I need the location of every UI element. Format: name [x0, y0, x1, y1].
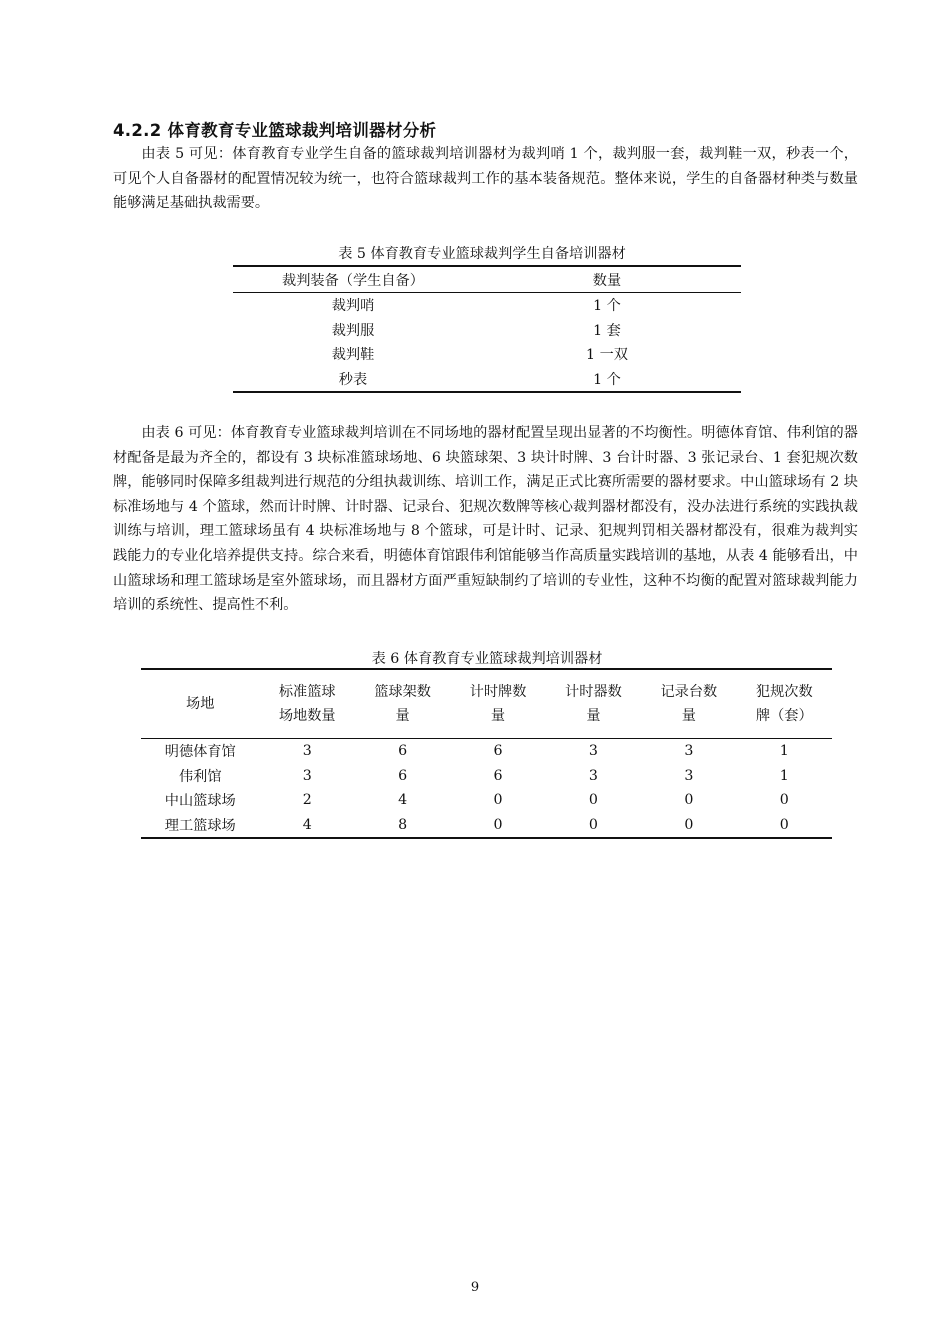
- table5-cell: 1 套: [593, 322, 621, 339]
- header-line: 记录台数: [660, 684, 718, 700]
- table5-cell: 1 个: [593, 372, 621, 389]
- table6-cell: 0: [493, 817, 503, 834]
- table5-header-cell: 数量: [473, 266, 741, 293]
- header-line: 犯规次数: [755, 684, 813, 700]
- table-row: [233, 367, 741, 393]
- table-row: [141, 739, 832, 764]
- table-row: [141, 764, 832, 789]
- table6-header-cell: [546, 669, 641, 739]
- table6-cell: 3: [588, 743, 598, 760]
- header-line: 篮球架数: [374, 684, 431, 700]
- table6-header-cell: [355, 669, 450, 739]
- table-row: [233, 342, 741, 367]
- table6-cell: 中山篮球场: [164, 793, 236, 810]
- table6-cell: 1: [779, 767, 789, 784]
- table-row: [141, 788, 832, 813]
- table6-venue-equipment: [141, 668, 832, 839]
- table6-cell: 理工篮球场: [164, 818, 236, 835]
- table5-cell: 秒表: [338, 372, 368, 389]
- table-row: [233, 318, 741, 343]
- table5-header-cell: 裁判装备（学生自备）: [233, 266, 473, 293]
- table6-caption: 表 6 体育教育专业篮球裁判培训器材: [371, 651, 603, 667]
- header-line: 场地数量: [278, 708, 336, 724]
- paragraph-table6-analysis: 由表 6 可见：体育教育专业篮球裁判培训在不同场地的器材配置呈现出显著的不均衡性。明德体育馆、伟利馆的器材配备是最为齐全的，都设有 3 块标准篮球场地、6 块篮球架、3 块计时牌、3 台计时器、3 张记录台、1 套犯规次数牌，能够同时保障多组裁判进行规范的分组执裁训练、培训工作，满足正式比赛所需要的器材要求。中山篮球场有 2 块标准场地与 4 个篮球，然而计时牌、计时器、记录台、犯规次数牌等核心裁判器材都没有，没办法进行系统的实践执裁训练与培训，理工篮球场虽有 4 块标准场地与 8 个篮球，可是计时、记录、犯规判罚相关器材都没有，很难为裁判实践能力的专业化培养提供支持。综合来看，明德体育馆跟伟利馆能够当作高质量实践培训的基地，从表 4 能够看出，中山篮球场和理工篮球场是室外篮球场，而且器材方面严重短缺制约了培训的专业性，这种不均衡的配置对篮球裁判能力培训的系统性、提高性不利。: [113, 425, 858, 614]
- header-line: 量: [490, 708, 506, 724]
- table6-header-cell: [450, 669, 545, 739]
- table5-cell: 裁判鞋: [331, 347, 375, 364]
- table6-cell: 6: [398, 743, 408, 760]
- table6-cell: 0: [493, 792, 503, 809]
- table6-cell: 4: [302, 817, 312, 834]
- table6-cell: 6: [493, 767, 503, 784]
- header-line: 计时牌数: [469, 684, 527, 700]
- table6-cell: 3: [588, 767, 598, 784]
- table6-header-cell: [141, 669, 260, 739]
- paragraph-table5-analysis: 由表 5 可见：体育教育专业学生自备的篮球裁判培训器材为裁判哨 1 个，裁判服一套，裁判鞋一双，秒表一个，可见个人自备器材的配置情况较为统一，也符合篮球裁判工作的基本装备规范。整体来说，学生的自备器材种类与数量能够满足基础执裁需要。: [113, 146, 858, 212]
- table-row: [141, 813, 832, 839]
- table6-cell: 明德体育馆: [164, 744, 236, 761]
- header-line: 量: [395, 708, 410, 724]
- table6-header-cell: [641, 669, 736, 739]
- page-number: 9: [470, 1280, 480, 1295]
- table6-cell: 3: [302, 743, 312, 760]
- header-line: 量: [681, 708, 696, 724]
- table6-cell: 4: [398, 792, 408, 809]
- table6-cell: 3: [302, 767, 312, 784]
- table6-cell: 0: [684, 792, 694, 809]
- table5-header-row: [233, 266, 741, 293]
- table6-cell: 1: [779, 743, 789, 760]
- table5-caption: 表 5 体育教育专业篮球裁判学生自备培训器材: [338, 246, 626, 262]
- table6-cell: 0: [684, 817, 694, 834]
- table5-cell: 1 一双: [586, 347, 628, 364]
- table6-header-cell: [260, 669, 355, 739]
- table6-cell: 0: [779, 792, 789, 809]
- table5-cell: 裁判哨: [331, 298, 375, 315]
- table6-cell: 伟利馆: [178, 768, 222, 785]
- header-line: 场地: [186, 696, 215, 712]
- table6-cell: 3: [684, 743, 694, 760]
- section-heading: 4.2.2 体育教育专业篮球裁判培训器材分析: [113, 121, 437, 140]
- table6-cell: 6: [493, 743, 503, 760]
- table6-cell: 3: [684, 767, 694, 784]
- table6-cell: 8: [398, 817, 408, 834]
- table6-header-row: [141, 669, 832, 739]
- table-row: [233, 293, 741, 318]
- table6-header-cell: [737, 669, 832, 739]
- table5-cell: 1 个: [593, 298, 621, 315]
- table6-cell: 6: [398, 767, 408, 784]
- header-line: 标准篮球: [278, 684, 336, 700]
- header-line: 牌（套）: [755, 708, 813, 724]
- table6-cell: 0: [588, 817, 598, 834]
- header-line: 计时器数: [565, 684, 622, 700]
- table6-cell: 2: [302, 792, 312, 809]
- table6-cell: 0: [588, 792, 598, 809]
- table5-cell: 裁判服: [331, 322, 375, 339]
- header-line: 量: [586, 708, 601, 724]
- table6-cell: 0: [779, 817, 789, 834]
- table5-self-equipment: [233, 265, 741, 393]
